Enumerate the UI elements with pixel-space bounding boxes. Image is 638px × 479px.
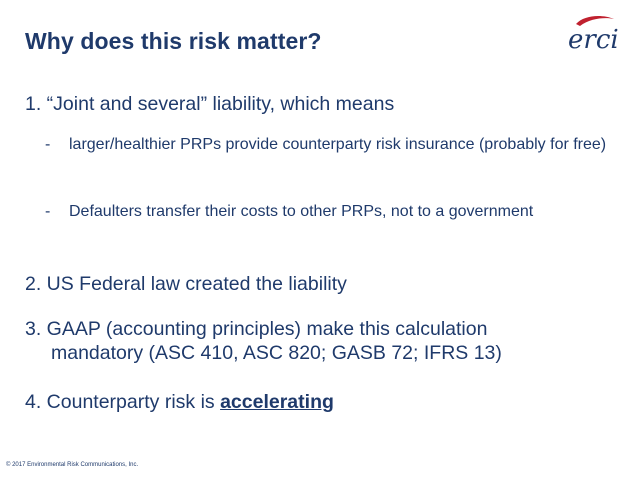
slide-title: Why does this risk matter?	[25, 28, 322, 54]
logo-text: erci	[568, 25, 619, 55]
sub-item-1-text: larger/healthier PRPs provide counterparty risk insurance (probably for free)	[69, 136, 607, 153]
list-item-3	[25, 317, 502, 366]
sub-item-1	[45, 133, 609, 156]
dash-bullet: -	[45, 136, 51, 153]
list-item-3-line-1: 3. GAAP (accounting principles) make this calculation	[25, 318, 488, 340]
erci-logo-icon	[562, 12, 626, 58]
list-item-1: 1. “Joint and several” liability, which means	[25, 93, 395, 115]
list-item-4	[25, 390, 334, 414]
sub-item-2	[45, 200, 589, 223]
list-item-2: 2. US Federal law created the liability	[25, 273, 347, 295]
sub-item-2-text: Defaulters transfer their costs to other PRPs, not to a government	[69, 203, 534, 220]
erci-logo	[562, 12, 626, 58]
list-item-4-prefix: 4. Counterparty risk is	[25, 391, 221, 413]
dash-bullet: -	[45, 203, 51, 220]
accelerating-emphasis: accelerating	[220, 391, 334, 413]
copyright-footer: © 2017 Environmental Risk Communications, Inc.	[6, 462, 139, 468]
list-item-3-line-2: mandatory (ASC 410, ASC 820; GASB 72; IFRS 13)	[51, 342, 502, 365]
